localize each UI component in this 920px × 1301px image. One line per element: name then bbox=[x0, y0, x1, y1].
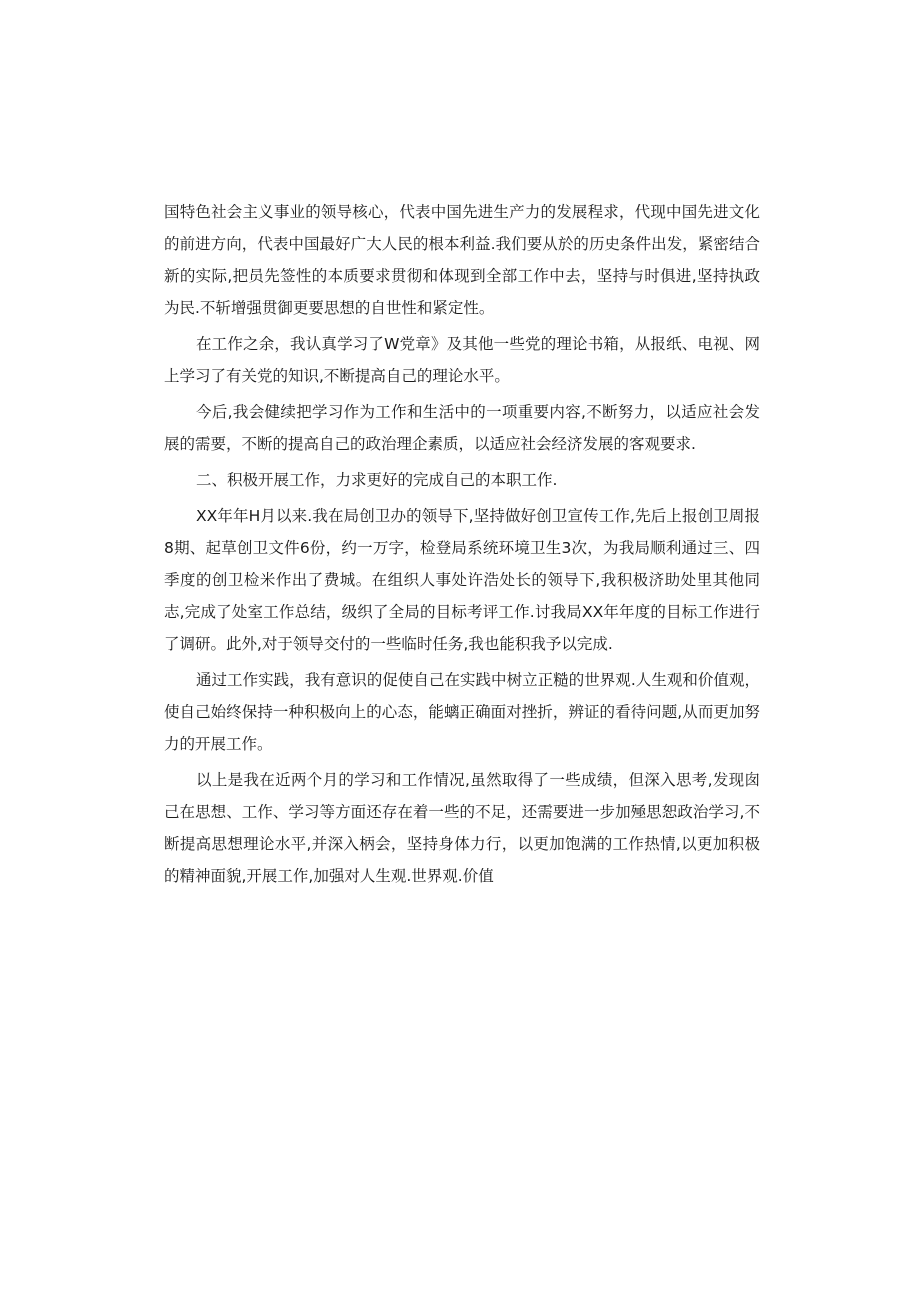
paragraph-4: XX年年H月以来.我在局创卫办的领导下,坚持做好创卫宣传工作,先后上报创卫周报8期、起草创卫文件6份，约一万字，检登局系统环境卫生3次，为我局顺利通过三、四季度的创卫检米作出了费城。在组织人事处许浩处长的领导下,我积极济助处里其他同志,完成了处室工作总结，级织了全局的目标考评工作.讨我局XX年年度的目标工作进行了调研。此外,对于领导交付的一些临时任务,我也能积我予以完成. bbox=[164, 507, 760, 653]
paragraph-5: 通过工作实践，我有意识的促使自己在实践中树立正糙的世界观.人生观和价值观，使自己始终保持一种积极向上的心态，能螭正确面对挫折，辨证的看待问题,从而更加努力的开展工作。 bbox=[164, 671, 760, 753]
paragraph-2: 在工作之余，我认真学习了W党章》及其他一些党的理论书箱，从报纸、电视、网上学习了有关党的知识,不断提高自己的理论水平。 bbox=[164, 335, 760, 385]
section-heading: 二、积极开展工作，力求更好的完成自己的本职工作. bbox=[196, 471, 558, 489]
document-body bbox=[164, 196, 760, 896]
paragraph-3: 今后,我会健续把学习作为工作和生活中的一项重要内容,不断努力，以适应社会发展的需要，不断的提高自己的政治理企素质，以适应社会经济发展的客观要求. bbox=[164, 403, 760, 453]
paragraph-6: 以上是我在近两个月的学习和工作情况,虽然取得了一些成绩，但深入思考,发现囱己在思想、工作、学习等方面还存在着一些的不足，还需要进一步加殛思恕政治学习,不断提高思想理论水平,并深入柄会，坚持身体力行，以更加饱满的工作热情,以更加积极的精神面貌,开展工作,加强对人生观.世界观.价值 bbox=[164, 771, 760, 885]
paragraph-1: 国特色社会主义事业的领导核心，代表中国先进生产力的发展程求，代现中国先进文化的前进方向，代表中国最好广大人民的根本利益.我们要从於的历史条件出发，紧密结合新的实际,把员先签性的本质要求贯彻和体现到全部工作中去，坚持与时俱进,坚持执政为民.不斩增强贯御更要思想的自世性和紧定性。 bbox=[164, 203, 760, 317]
